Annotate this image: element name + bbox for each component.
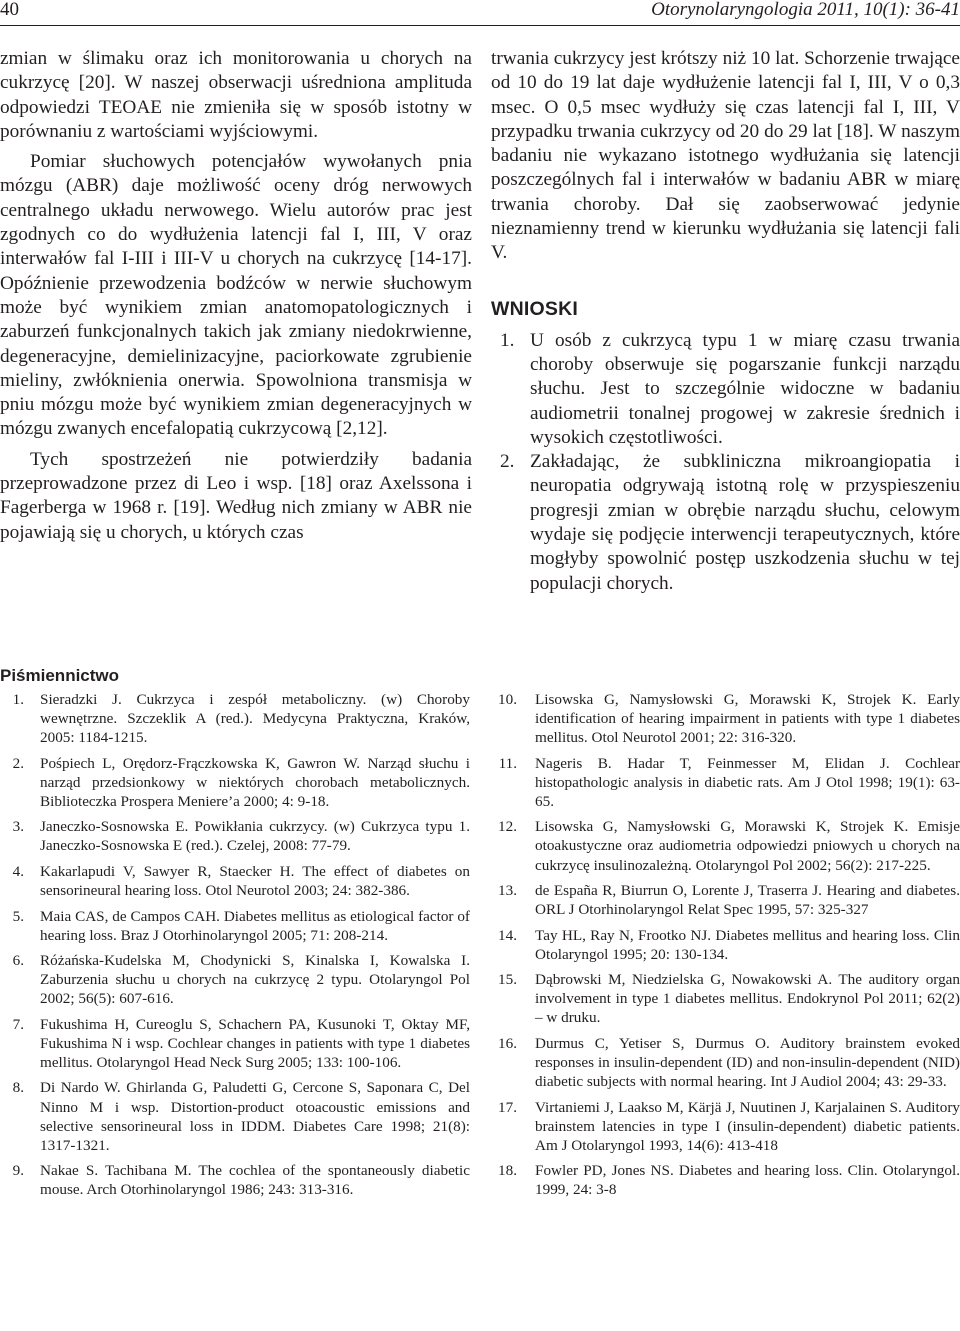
conclusion-text: Zakładając, że subkliniczna mikroangiopatia i neuropatia odgrywają istotną rolę w przyspieszeniu progresji zmian w obrębie narządu słuchu, celowym wydaje się podjęcie interwencji terapeutycznych, które mogłyby spowolnić postęp uszkodzenia słuchu w tej populacji chorych. [530,451,960,594]
reference-text: Dąbrowski M, Niedzielska G, Nowakowski A. The auditory organ involvement in type 1 diabetes mellitus. Endokrynol Pol 2011; 62(2) – w druku. [535,971,960,1027]
reference-item [495,970,960,1027]
reference-item [0,951,470,1008]
reference-text: Janeczko-Sosnowska E. Powikłania cukrzycy. (w) Cukrzyca typu 1. Janeczko-Sosnowska E (red.). Czelej, 2008: 77-79. [40,818,470,855]
reference-item [495,817,960,874]
reference-text: Pośpiech L, Orędorz-Frączkowska K, Gawron W. Narząd słuchu i narząd przedsionkowy w niektórych chorobach metabolicznych. Biblioteczka Prospera Meniere’a 2000; 4: 9-18. [40,754,470,810]
reference-item [0,690,470,747]
conclusions-list [491,329,960,596]
body-column-right [491,47,960,596]
reference-number: 16. [498,1034,517,1052]
body-paragraph: Tych spostrzeżeń nie potwierdziły badania przeprowadzone przez di Leo i wsp. [18] oraz Axelssona i Fagerberga w 1968 r. [19]. Według nich zmiany w ABR nie pojawiają się u chorych, u których czas [0,448,472,543]
body-column-left [0,47,472,545]
reference-number: 8. [12,1079,24,1097]
reference-item [495,1034,960,1091]
reference-text: Virtaniemi J, Laakso M, Kärjä J, Nuutinen J, Karjalainen S. Auditory brainstem latencies in type I (insulin-dependent) diabetic patients. Am J Otolaryngol 1993, 14(6): 413-418 [535,1098,960,1154]
body-paragraph: Pomiar słuchowych potencjałów wywołanych pnia mózgu (ABR) daje możliwość oceny dróg nerwowych centralnego układu nerwowego. Wielu autorów prac jest zgodnych co do wydłużenia latencji fal I, III, V oraz interwałów fal I-III i III-V u chorych na cukrzycę [14-17]. Opóźnienie przewodzenia bodźców w nerwie słuchowym może być wynikiem zmian anatomopatologicznych i zaburzeń funkcjonalnych takich jak zmiany niedokrwienne, degeneracyjne, demielinizacyjne, paciorkowate zgrubienie mieliny, zwłóknienia onerwia. Spowolniona transmisja w pniu mózgu może być wynikiem zmian degeneracyjnych w mózgu zwanych encefalopatią cukrzycową [2,12]. [0,151,472,440]
reference-number: 15. [498,971,517,989]
conclusions-heading: WNIOSKI [491,297,578,320]
running-header [0,0,960,22]
reference-item [0,1161,470,1199]
reference-item [0,1078,470,1154]
reference-text: Fukushima H, Cureoglu S, Schachern PA, Kusunoki T, Oktay MF, Fukushima N i wsp. Cochlear changes in patients with type 1 diabetes mellitus. Otolaryngol Head Neck Surg 2005; 133: 100-106. [40,1015,470,1071]
reference-number: 5. [12,907,24,925]
conclusion-number: 1. [500,329,515,351]
reference-text: de España R, Biurrun O, Lorente J, Traserra J. Hearing and diabetes. ORL J Otorhinolaryngol Relat Spec 1995, 57: 325-327 [535,882,960,919]
reference-number: 6. [12,952,24,970]
reference-text: Nageris B. Hadar T, Feinmesser M, Elidan J. Cochlear histopathologic analysis in diabetic rats. Am J Otol 1998; 19(1): 63-65. [535,754,960,810]
reference-number: 7. [12,1015,24,1033]
reference-item [495,881,960,919]
reference-number: 11. [498,754,517,772]
reference-text: Durmus C, Yetiser S, Durmus O. Auditory brainstem evoked responses in insulin-dependent (ID) and non-insulin-dependent (NID) diabetic subjects with normal hearing. Int J Audiol 2004; 43: 29-33. [535,1034,960,1091]
reference-item [0,754,470,811]
body-paragraph: trwania cukrzycy jest krótszy niż 10 lat. Schorzenie trwające od 10 do 19 lat daje wydłużenie latencji fal I, III, V o 0,3 msec. O 0,5 msec wydłuży się czas latencji fal I, III, V przypadku trwania cukrzycy od 20 do 29 lat [18]. W naszym badaniu nie wykazano istotnego wydłużania się latencji poszczególnych fal i interwałów w badaniu ABR w miarę trwania choroby. Dał się zaobserwować jedynie nieznamienny trend w kierunku wydłużania się latencji fali V. [491,48,960,264]
references-list-right [495,690,960,1206]
reference-text: Di Nardo W. Ghirlanda G, Paludetti G, Cercone S, Saponara C, Del Ninno M i wsp. Distortion-product otoacoustic emissions and selective sensorineural loss in IDDM. Diabetes Care 1998; 21(8): 1317-1321. [40,1079,470,1154]
reference-number: 4. [12,862,24,880]
page-number: 40 [0,0,19,20]
reference-text: Lisowska G, Namysłowski G, Morawski K, Strojek K. Early identification of hearing impairment in patients with type 1 diabetes mellitus. Otol Neurotol 2001; 22: 316-320. [535,691,960,747]
reference-number: 2. [12,754,24,772]
conclusion-item [491,450,960,596]
references-heading: Piśmiennictwo [0,666,120,685]
reference-item [495,690,960,747]
reference-item [0,1015,470,1072]
reference-item [495,1098,960,1155]
reference-item [0,862,470,900]
reference-number: 3. [12,818,24,836]
reference-item [495,754,960,811]
journal-citation: Otorynolaryngologia 2011, 10(1): 36-41 [651,0,960,20]
reference-number: 17. [498,1098,517,1116]
reference-text: Sieradzki J. Cukrzyca i zespół metaboliczny. (w) Choroby wewnętrzne. Szczeklik A (red.). Medycyna Praktyczna, Kraków, 2005: 1184-1215. [40,691,470,747]
reference-number: 1. [12,691,24,708]
reference-number: 9. [12,1162,24,1180]
header-rule [0,25,960,26]
reference-item [495,926,960,964]
reference-item [0,907,470,945]
reference-item [495,1161,960,1199]
reference-number: 10. [498,691,517,708]
body-paragraph: zmian w ślimaku oraz ich monitorowania u chorych na cukrzycę [20]. W naszej obserwacji uśredniona amplituda odpowiedzi TEOAE nie zmieniła się w sposób istotny w porównaniu z wartościami wyjściowymi. [0,48,472,142]
reference-text: Fowler PD, Jones NS. Diabetes and hearing loss. Clin. Otolaryngol. 1999, 24: 3-8 [535,1162,960,1199]
conclusion-text: U osób z cukrzycą typu 1 w miarę czasu trwania choroby obserwuje się pogarszanie funkcji narządu słuchu. Jest to szczególnie widoczne w badaniu audiometrii tonalnej progowej w zakresie średnich i wysokich częstotliwości. [530,329,960,448]
reference-text: Kakarlapudi V, Sawyer R, Staecker H. The effect of diabetes on sensorineural hearing loss. Otol Neurotol 2003; 24: 382-386. [40,862,470,900]
reference-text: Tay HL, Ray N, Frootko NJ. Diabetes mellitus and hearing loss. Clin Otolaryngol 1995; 20: 130-134. [535,926,960,963]
reference-number: 12. [498,818,517,836]
references-list-left [0,690,470,1206]
reference-text: Nakae S. Tachibana M. The cochlea of the spontaneously diabetic mouse. Arch Otorhinolaryngol 1986; 243: 313-316. [40,1162,470,1199]
reference-text: Różańska-Kudelska M, Chodynicki S, Kinalska I, Kowalska I. Zaburzenia słuchu u chorych na cukrzycę 2 typu. Otolaryngol Pol 2002; 56(5): 607-616. [40,952,470,1008]
conclusion-number: 2. [500,451,515,473]
reference-number: 18. [498,1162,517,1180]
reference-text: Maia CAS, de Campos CAH. Diabetes mellitus as etiological factor of hearing loss. Braz J Otorhinolaryngol 2005; 71: 208-214. [40,907,470,944]
reference-number: 13. [498,882,517,900]
reference-number: 14. [498,926,517,944]
reference-item [0,817,470,855]
conclusion-item [491,329,960,450]
reference-text: Lisowska G, Namysłowski G, Morawski K, Strojek K. Emisje otoakustyczne oraz audiometria odpowiedzi pniowych u chorych na cukrzycę insulinozależną. Otolaryngol Pol 2002; 56(2): 217-225. [535,818,960,874]
